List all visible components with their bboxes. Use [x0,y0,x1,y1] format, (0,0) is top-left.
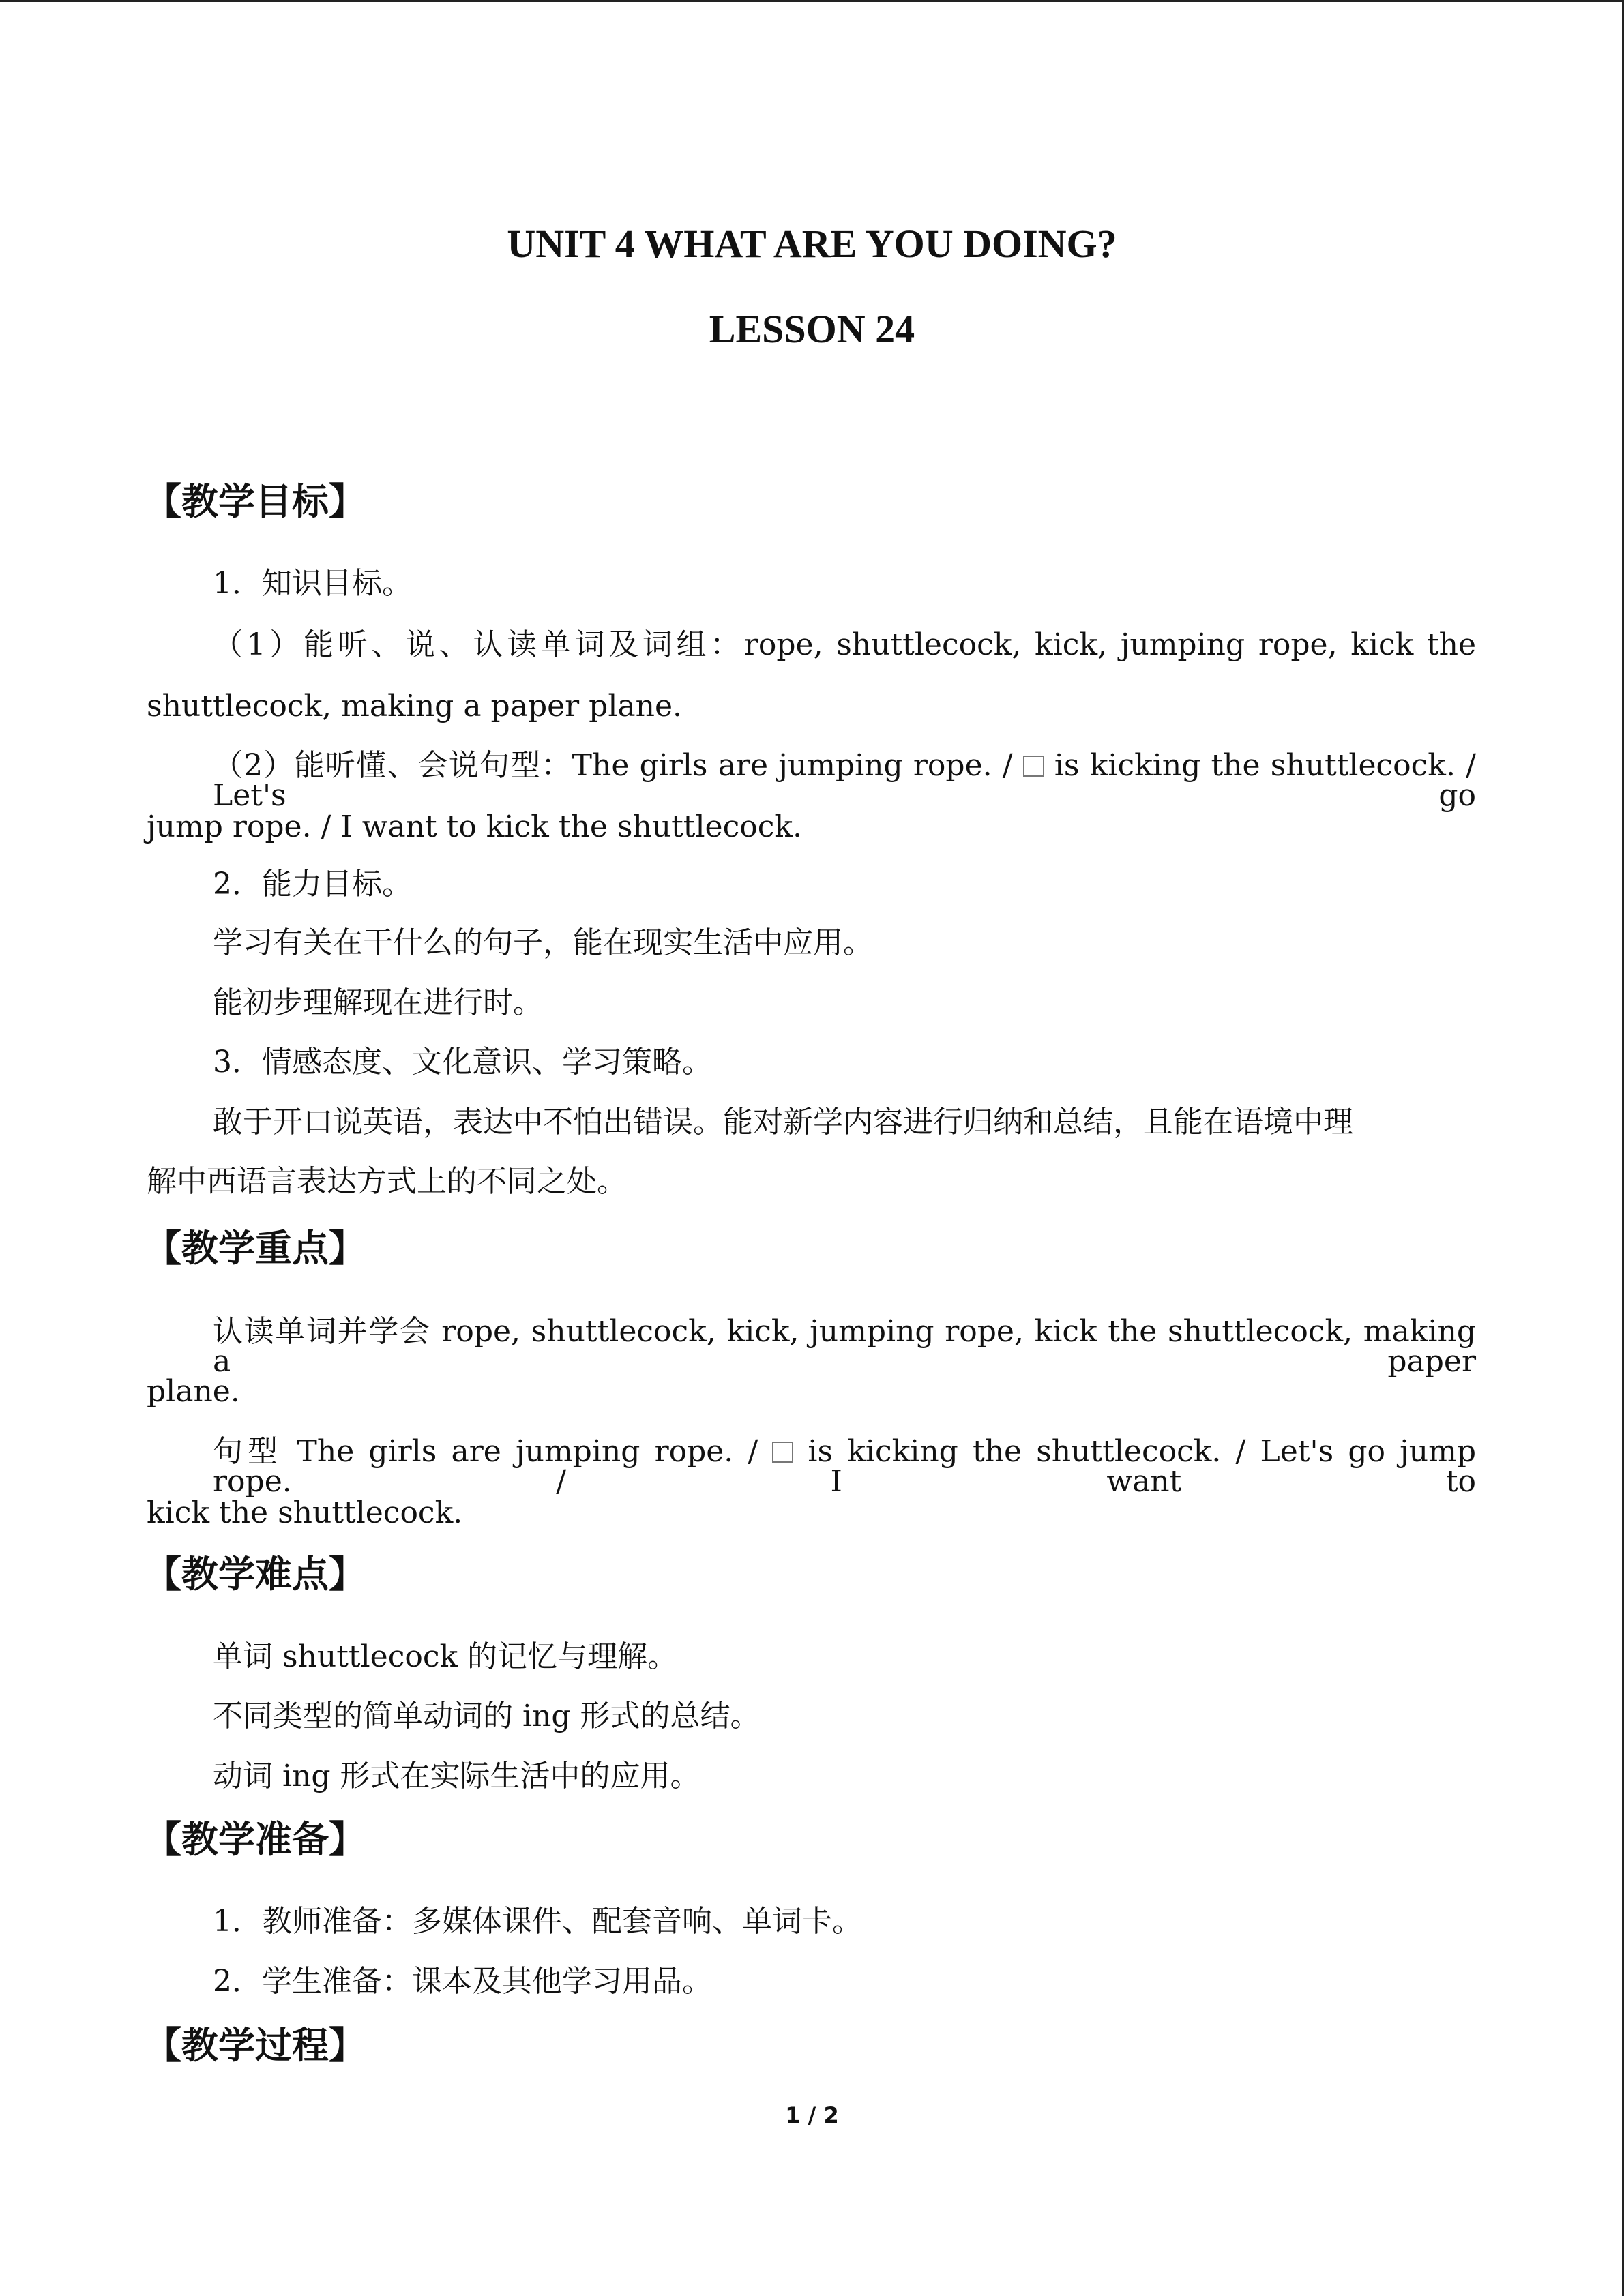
process-heading: 【教学过程】 [145,2024,366,2067]
key-points-heading: 【教学重点】 [145,1227,366,1270]
key-points-line3 [213,1434,1477,1499]
objectives-item1-2-line1 [213,748,1476,813]
sentence-text: is kicking the shuttlecock. / Let's go jump rope. / I want to [213,1434,1477,1499]
document-title: UNIT 4 WHAT ARE YOU DOING? [507,222,1117,266]
difficulties-heading: 【教学难点】 [145,1553,366,1596]
document-subtitle: LESSON 24 [709,307,915,351]
difficulties-line3: 动词 ing 形式在实际生活中的应用。 [213,1759,700,1793]
difficulties-line1: 单词 shuttlecock 的记忆与理解。 [213,1639,678,1674]
preparation-heading: 【教学准备】 [145,1818,366,1861]
sentence-text: （2）能听懂、会说句型：The girls are jumping rope. / [213,748,1023,783]
objectives-heading: 【教学目标】 [145,480,366,523]
placeholder-box-icon [1023,756,1044,777]
objectives-item1-2-line2: jump rope. / I want to kick the shuttlecock. [147,809,803,844]
objectives-item2-text1: 学习有关在干什么的句子，能在现实生活中应用。 [213,925,873,960]
objectives-item1-1-line1: （1）能听、说、认读单词及词组：rope, shuttlecock, kick, jumping rope, kick the [213,627,1476,662]
preparation-line2: 2．学生准备：课本及其他学习用品。 [213,1964,712,1999]
sentence-text: 句型 The girls are jumping rope. / [213,1434,773,1469]
key-points-line2: plane. [147,1374,240,1409]
objectives-item3-line1: 敢于开口说英语，表达中不怕出错误。能对新学内容进行归纳和总结，且能在语境中理 [213,1105,1353,1139]
key-points-line4: kick the shuttlecock. [147,1495,463,1530]
objectives-item1-1-line2: shuttlecock, making a paper plane. [147,689,682,724]
objectives-item3-line2: 解中西语言表达方式上的不同之处。 [147,1164,627,1199]
placeholder-box-icon [772,1442,793,1463]
objectives-item3: 3．情感态度、文化意识、学习策略。 [213,1045,712,1079]
objectives-item1: 1．知识目标。 [213,566,412,601]
page-number: 1 / 2 [785,2102,839,2128]
objectives-item2-text2: 能初步理解现在进行时。 [213,985,543,1020]
key-points-line1: 认读单词并学会 rope, shuttlecock, kick, jumping rope, kick the shuttlecock, making a paper [213,1314,1476,1379]
preparation-line1: 1．教师准备：多媒体课件、配套音响、单词卡。 [213,1904,862,1939]
sentence-text: is kicking the shuttlecock. / Let's go [213,748,1476,813]
objectives-item2: 2．能力目标。 [213,867,412,901]
difficulties-line2: 不同类型的简单动词的 ing 形式的总结。 [213,1699,761,1733]
